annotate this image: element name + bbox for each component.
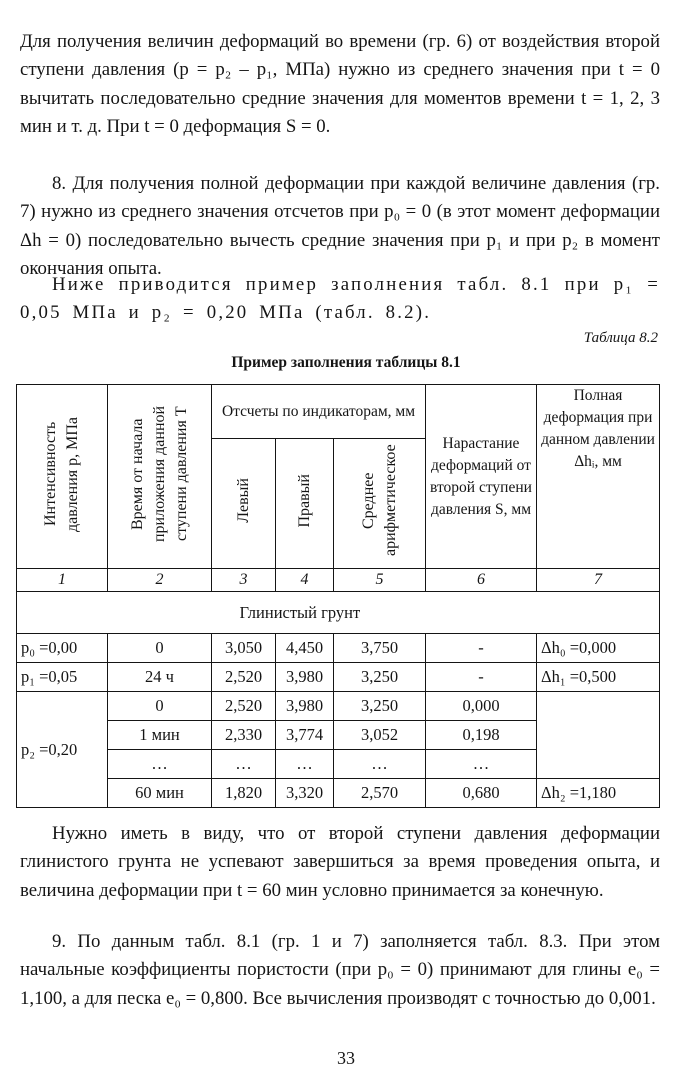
page-number: 33: [337, 1048, 355, 1068]
header-left-text: Левый: [234, 478, 252, 523]
header-mean: [334, 439, 426, 569]
right-reading-cell: 3,980: [276, 663, 334, 692]
col-number: 5: [334, 569, 426, 592]
pressure-cell: p₁ =0,05: [17, 663, 108, 692]
time-cell: 1 мин: [108, 721, 212, 750]
header-time-text: Время от начала приложения данной ступени давления T: [128, 405, 190, 542]
header-total-deformation: Полная деформация при данном давлении Δhᵢ, мм: [537, 385, 660, 569]
header-left: [212, 439, 276, 569]
data-table: [16, 384, 660, 808]
mean-cell: …: [334, 750, 426, 779]
paragraph-4-text: Нужно иметь в виду, что от второй ступени давления деформации глинистого грунта не успевают завершиться за время проведения опыта, и величина деформации при t = 60 мин условно принимается за конечную.: [20, 823, 660, 901]
paragraph-3-text: Ниже приводится пример заполнения табл. 8.1 при p₁ = 0,05 МПа и p₂ = 0,20 МПа (табл. 8.2).: [20, 274, 660, 324]
col-number: 4: [276, 569, 334, 592]
pressure-cell: p₀ =0,00: [17, 634, 108, 663]
col-number: 1: [17, 569, 108, 592]
left-reading-cell: 3,050: [212, 634, 276, 663]
growth-cell: 0,680: [426, 779, 537, 808]
time-cell: 0: [108, 692, 212, 721]
paragraph-example-intro: [20, 271, 660, 328]
left-reading-cell: 2,330: [212, 721, 276, 750]
growth-cell: …: [426, 750, 537, 779]
time-cell: …: [108, 750, 212, 779]
col-number: 7: [537, 569, 660, 592]
paragraph-note: [20, 820, 660, 905]
mean-cell: 2,570: [334, 779, 426, 808]
right-reading-cell: 3,980: [276, 692, 334, 721]
table-row: [17, 779, 660, 808]
header-right-text: Правый: [295, 473, 313, 528]
paragraph-1-text: Для получения величин деформаций во времени (гр. 6) от воздействия второй ступени давления (p = p₂ – p₁, МПа) нужно из среднего значения при t = 0 вычитать последовательно средние значения для моментов времени t = 1, 2, 3 мин и т. д. При t = 0 деформация S = 0.: [20, 31, 660, 137]
time-cell: 24 ч: [108, 663, 212, 692]
total-deformation-cell: Δh₁ =0,500: [537, 663, 660, 692]
soil-empty-cell: [17, 592, 108, 634]
mean-cell: 3,250: [334, 692, 426, 721]
time-cell: 0: [108, 634, 212, 663]
header-time: [108, 385, 212, 569]
mean-cell: 3,750: [334, 634, 426, 663]
paragraph-item-8: [20, 170, 660, 283]
left-reading-cell: 1,820: [212, 779, 276, 808]
right-reading-cell: 3,774: [276, 721, 334, 750]
right-reading-cell: …: [276, 750, 334, 779]
header-pressure: [17, 385, 108, 569]
col-number: 3: [212, 569, 276, 592]
left-reading-cell: …: [212, 750, 276, 779]
mean-cell: 3,052: [334, 721, 426, 750]
soil-row: [17, 592, 660, 634]
header-right: [276, 439, 334, 569]
header-mean-text: Среднее арифметическое: [359, 443, 399, 556]
paragraph-2-text: 8. Для получения полной деформации при каждой величине давления (гр. 7) нужно из среднего значения отсчетов при p₀ = 0 (в этот момент деформации Δh = 0) последовательно вычесть средние значения при p₁ и при p₂ в момент окончания опыта.: [20, 173, 660, 279]
pressure-cell: p₂ =0,20: [17, 692, 108, 808]
header-pressure-text: Интенсивность давления p, МПа: [42, 415, 81, 532]
time-cell: 60 мин: [108, 779, 212, 808]
col-number: 6: [426, 569, 537, 592]
table-row: [17, 663, 660, 692]
table-title: Пример заполнения таблицы 8.1: [231, 354, 461, 371]
table-row: [17, 634, 660, 663]
left-reading-cell: 2,520: [212, 692, 276, 721]
total-deformation-cell: [537, 692, 660, 779]
growth-cell: 0,000: [426, 692, 537, 721]
header-indicator-readings: Отсчеты по индикаторам, мм: [212, 385, 426, 439]
mean-cell: 3,250: [334, 663, 426, 692]
table-number-label: Таблица 8.2: [583, 330, 658, 346]
table-row: [17, 692, 660, 721]
right-reading-cell: 3,320: [276, 779, 334, 808]
growth-cell: -: [426, 663, 537, 692]
paragraph-deformation-time: [20, 28, 660, 141]
growth-cell: -: [426, 634, 537, 663]
paragraph-item-9: [20, 928, 660, 1013]
total-deformation-cell: Δh₀ =0,000: [537, 634, 660, 663]
soil-type-label: Глинистый грунт: [108, 592, 660, 634]
col-number: 2: [108, 569, 212, 592]
right-reading-cell: 4,450: [276, 634, 334, 663]
total-deformation-cell: Δh₂ =1,180: [537, 779, 660, 808]
left-reading-cell: 2,520: [212, 663, 276, 692]
growth-cell: 0,198: [426, 721, 537, 750]
header-deformation-growth: Нарастание деформаций от второй ступени давления S, мм: [426, 385, 537, 569]
paragraph-5-text: 9. По данным табл. 8.1 (гр. 1 и 7) заполняется табл. 8.3. При этом начальные коэффициенты пористости (при p₀ = 0) принимают для глины e₀ = 1,100, а для песка e₀ = 0,800. Все вычисления производят с точностью до 0,001.: [20, 931, 660, 1009]
column-numbers-row: [17, 569, 660, 592]
